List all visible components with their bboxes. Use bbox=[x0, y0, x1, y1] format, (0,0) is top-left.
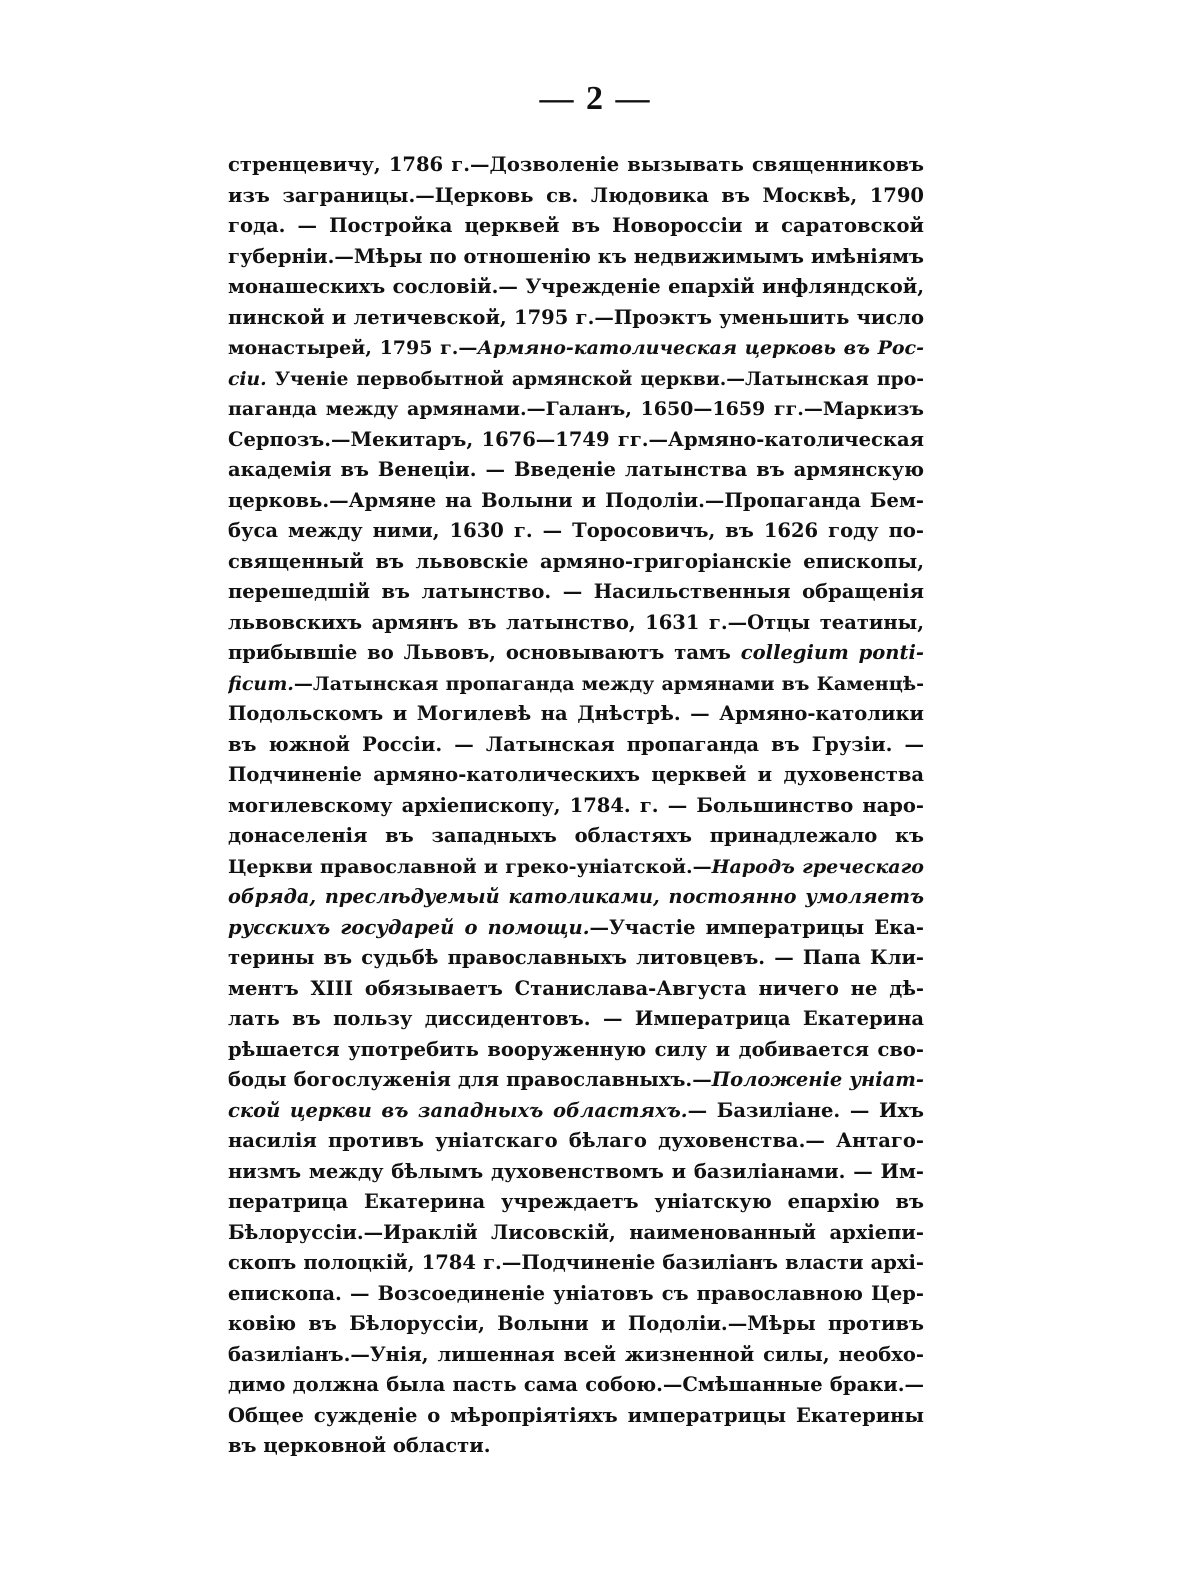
text-segment: въ церковной области. bbox=[228, 1434, 491, 1457]
text-segment: Общее сужденіе о мѣропріятіяхъ императрицы Екатерины bbox=[228, 1403, 924, 1427]
text-segment: прибывшіе во Львовъ, основываютъ тамъ bbox=[228, 641, 741, 664]
text-line bbox=[228, 669, 924, 700]
text-segment: донаселенія въ западныхъ областяхъ принадлежало къ bbox=[228, 824, 924, 847]
text-line bbox=[228, 791, 924, 822]
text-segment: Церкви православной и греко-уніатской.— bbox=[228, 855, 712, 878]
text-line bbox=[228, 730, 924, 761]
text-line bbox=[228, 364, 924, 395]
text-segment: лать въ пользу диссидентовъ. — Императрица Екатерина bbox=[228, 1007, 924, 1030]
text-line bbox=[228, 150, 924, 181]
text-segment: ментъ XIII обязываетъ Станислава-Августа ничего не дѣ- bbox=[228, 976, 924, 1000]
italic-text: collegium ponti- bbox=[740, 641, 924, 664]
text-segment: священный въ львовскіе армяно-григоріанскіе епископы, bbox=[228, 549, 924, 573]
text-segment: —Участіе императрицы Ека- bbox=[589, 915, 924, 939]
text-line bbox=[228, 455, 924, 486]
text-line bbox=[228, 1218, 924, 1249]
text-line bbox=[228, 1370, 924, 1401]
text-segment: Бѣлоруссіи.—Ираклій Лисовскій, наименованный архіепи- bbox=[228, 1220, 924, 1244]
text-line bbox=[228, 1309, 924, 1340]
italic-text: ficum. bbox=[228, 672, 294, 695]
text-line bbox=[228, 1248, 924, 1279]
italic-text: русскихъ государей о помощи. bbox=[228, 915, 590, 939]
text-line bbox=[228, 1004, 924, 1035]
text-segment: могилевскому архіепископу, 1784. г. — Большинство наро- bbox=[228, 793, 924, 817]
italic-text: сіи. bbox=[228, 367, 267, 390]
text-line bbox=[228, 1401, 924, 1432]
text-segment: базиліанъ.—Унія, лишенная всей жизненной силы, необхо- bbox=[228, 1342, 924, 1366]
text-segment: ковію въ Бѣлоруссіи, Волыни и Подоліи.—Мѣры противъ bbox=[228, 1312, 924, 1335]
text-line bbox=[228, 1126, 924, 1157]
italic-text: обряда, преслѣдуемый католиками, постоянно умоляетъ bbox=[228, 885, 924, 908]
text-segment: академія въ Венеціи. — Введеніе латынства въ армянскую bbox=[228, 458, 924, 481]
text-segment: —Латынская пропаганда между армянами въ Каменцѣ- bbox=[293, 672, 924, 695]
text-line bbox=[228, 394, 924, 425]
text-line bbox=[228, 1279, 924, 1310]
text-segment: Подчиненіе армяно-католическихъ церквей и духовенства bbox=[228, 763, 924, 786]
text-segment: боды богослуженія для православныхъ.— bbox=[228, 1068, 712, 1091]
text-segment: буса между ними, 1630 г. — Торосовичъ, въ 1626 году по- bbox=[228, 519, 924, 542]
text-line bbox=[228, 1157, 924, 1188]
text-segment: изъ заграницы.—Церковь св. Людовика въ Москвѣ, 1790 bbox=[228, 183, 924, 207]
text-line bbox=[228, 852, 924, 883]
text-segment: монастырей, 1795 г.— bbox=[228, 337, 478, 359]
text-line bbox=[228, 272, 924, 303]
text-line bbox=[228, 943, 924, 974]
text-segment: Подольскомъ и Могилевѣ на Днѣстрѣ. — Армяно-католики bbox=[228, 702, 924, 725]
text-segment: года. — Постройка церквей въ Новороссіи и саратовской bbox=[228, 214, 924, 237]
text-line bbox=[228, 974, 924, 1005]
text-line bbox=[228, 242, 924, 273]
text-segment: насилія противъ уніатскаго бѣлаго духовенства.— Антаго- bbox=[228, 1129, 924, 1152]
text-line bbox=[228, 1096, 924, 1127]
text-line bbox=[228, 577, 924, 608]
text-segment: пинской и летичевской, 1795 г.—Проэктъ уменьшить число bbox=[228, 305, 924, 329]
page-number: — 2 — bbox=[539, 80, 652, 117]
text-line bbox=[228, 516, 924, 547]
text-segment: скопъ полоцкій, 1784 г.—Подчиненіе базиліанъ власти архі- bbox=[228, 1251, 924, 1274]
text-line bbox=[228, 303, 924, 334]
text-line bbox=[228, 638, 924, 669]
text-segment: монашескихъ сословій.— Учрежденіе епархій инфляндской, bbox=[228, 275, 924, 298]
text-segment: перешедшій въ латынство. — Насильственныя обращенія bbox=[228, 580, 924, 603]
text-line bbox=[228, 1431, 924, 1462]
text-line bbox=[228, 760, 924, 791]
italic-text: Положеніе уніат- bbox=[711, 1068, 924, 1091]
text-line bbox=[228, 333, 924, 364]
text-line bbox=[228, 181, 924, 212]
text-line bbox=[228, 1065, 924, 1096]
text-segment: Ученіе первобытной армянской церкви.—Латынская про- bbox=[266, 367, 924, 390]
italic-text: ской церкви въ западныхъ областяхъ. bbox=[228, 1098, 688, 1122]
text-line bbox=[228, 608, 924, 639]
text-segment: губерніи.—Мѣры по отношенію къ недвижимымъ имѣніямъ bbox=[228, 244, 924, 268]
text-line bbox=[228, 913, 924, 944]
text-segment: рѣшается употребить вооруженную силу и добивается сво- bbox=[228, 1037, 924, 1061]
text-line bbox=[228, 699, 924, 730]
text-segment: димо должна была пасть сама собою.—Смѣшанные браки.— bbox=[228, 1373, 924, 1396]
text-segment: Серпозъ.—Мекитаръ, 1676—1749 гг.—Армяно-католическая bbox=[228, 427, 924, 451]
text-segment: епископа. — Возсоединеніе уніатовъ съ православною Цер- bbox=[228, 1281, 924, 1305]
text-line bbox=[228, 211, 924, 242]
text-line bbox=[228, 486, 924, 517]
text-line bbox=[228, 1035, 924, 1066]
text-segment: паганда между армянами.—Галанъ, 1650—1659 гг.—Маркизъ bbox=[228, 398, 924, 420]
text-segment: въ южной Россіи. — Латынская пропаганда въ Грузіи. — bbox=[228, 732, 924, 756]
text-segment: низмъ между бѣлымъ духовенствомъ и базиліанами. — Им- bbox=[228, 1159, 924, 1183]
text-segment: церковь.—Армяне на Волыни и Подоліи.—Пропаганда Бем- bbox=[228, 488, 924, 512]
body-text bbox=[228, 150, 924, 1462]
text-line bbox=[228, 425, 924, 456]
text-segment: львовскихъ армянъ въ латынство, 1631 г.—Отцы театины, bbox=[228, 610, 924, 634]
text-segment: стренцевичу, 1786 г.—Дозволеніе вызывать священниковъ bbox=[228, 153, 924, 176]
text-segment: — Базиліане. — Ихъ bbox=[687, 1098, 924, 1122]
text-line bbox=[228, 821, 924, 852]
text-segment: ператрица Екатерина учреждаетъ уніатскую епархію въ bbox=[228, 1190, 924, 1213]
italic-text: Народъ греческаго bbox=[711, 855, 924, 878]
text-segment: терины въ судьбѣ православныхъ литовцевъ. — Папа Кли- bbox=[228, 946, 924, 969]
text-line bbox=[228, 1340, 924, 1371]
text-line bbox=[228, 547, 924, 578]
italic-text: Армяно-католическая церковь въ Рос- bbox=[477, 337, 924, 359]
text-line bbox=[228, 882, 924, 913]
text-line bbox=[228, 1187, 924, 1218]
